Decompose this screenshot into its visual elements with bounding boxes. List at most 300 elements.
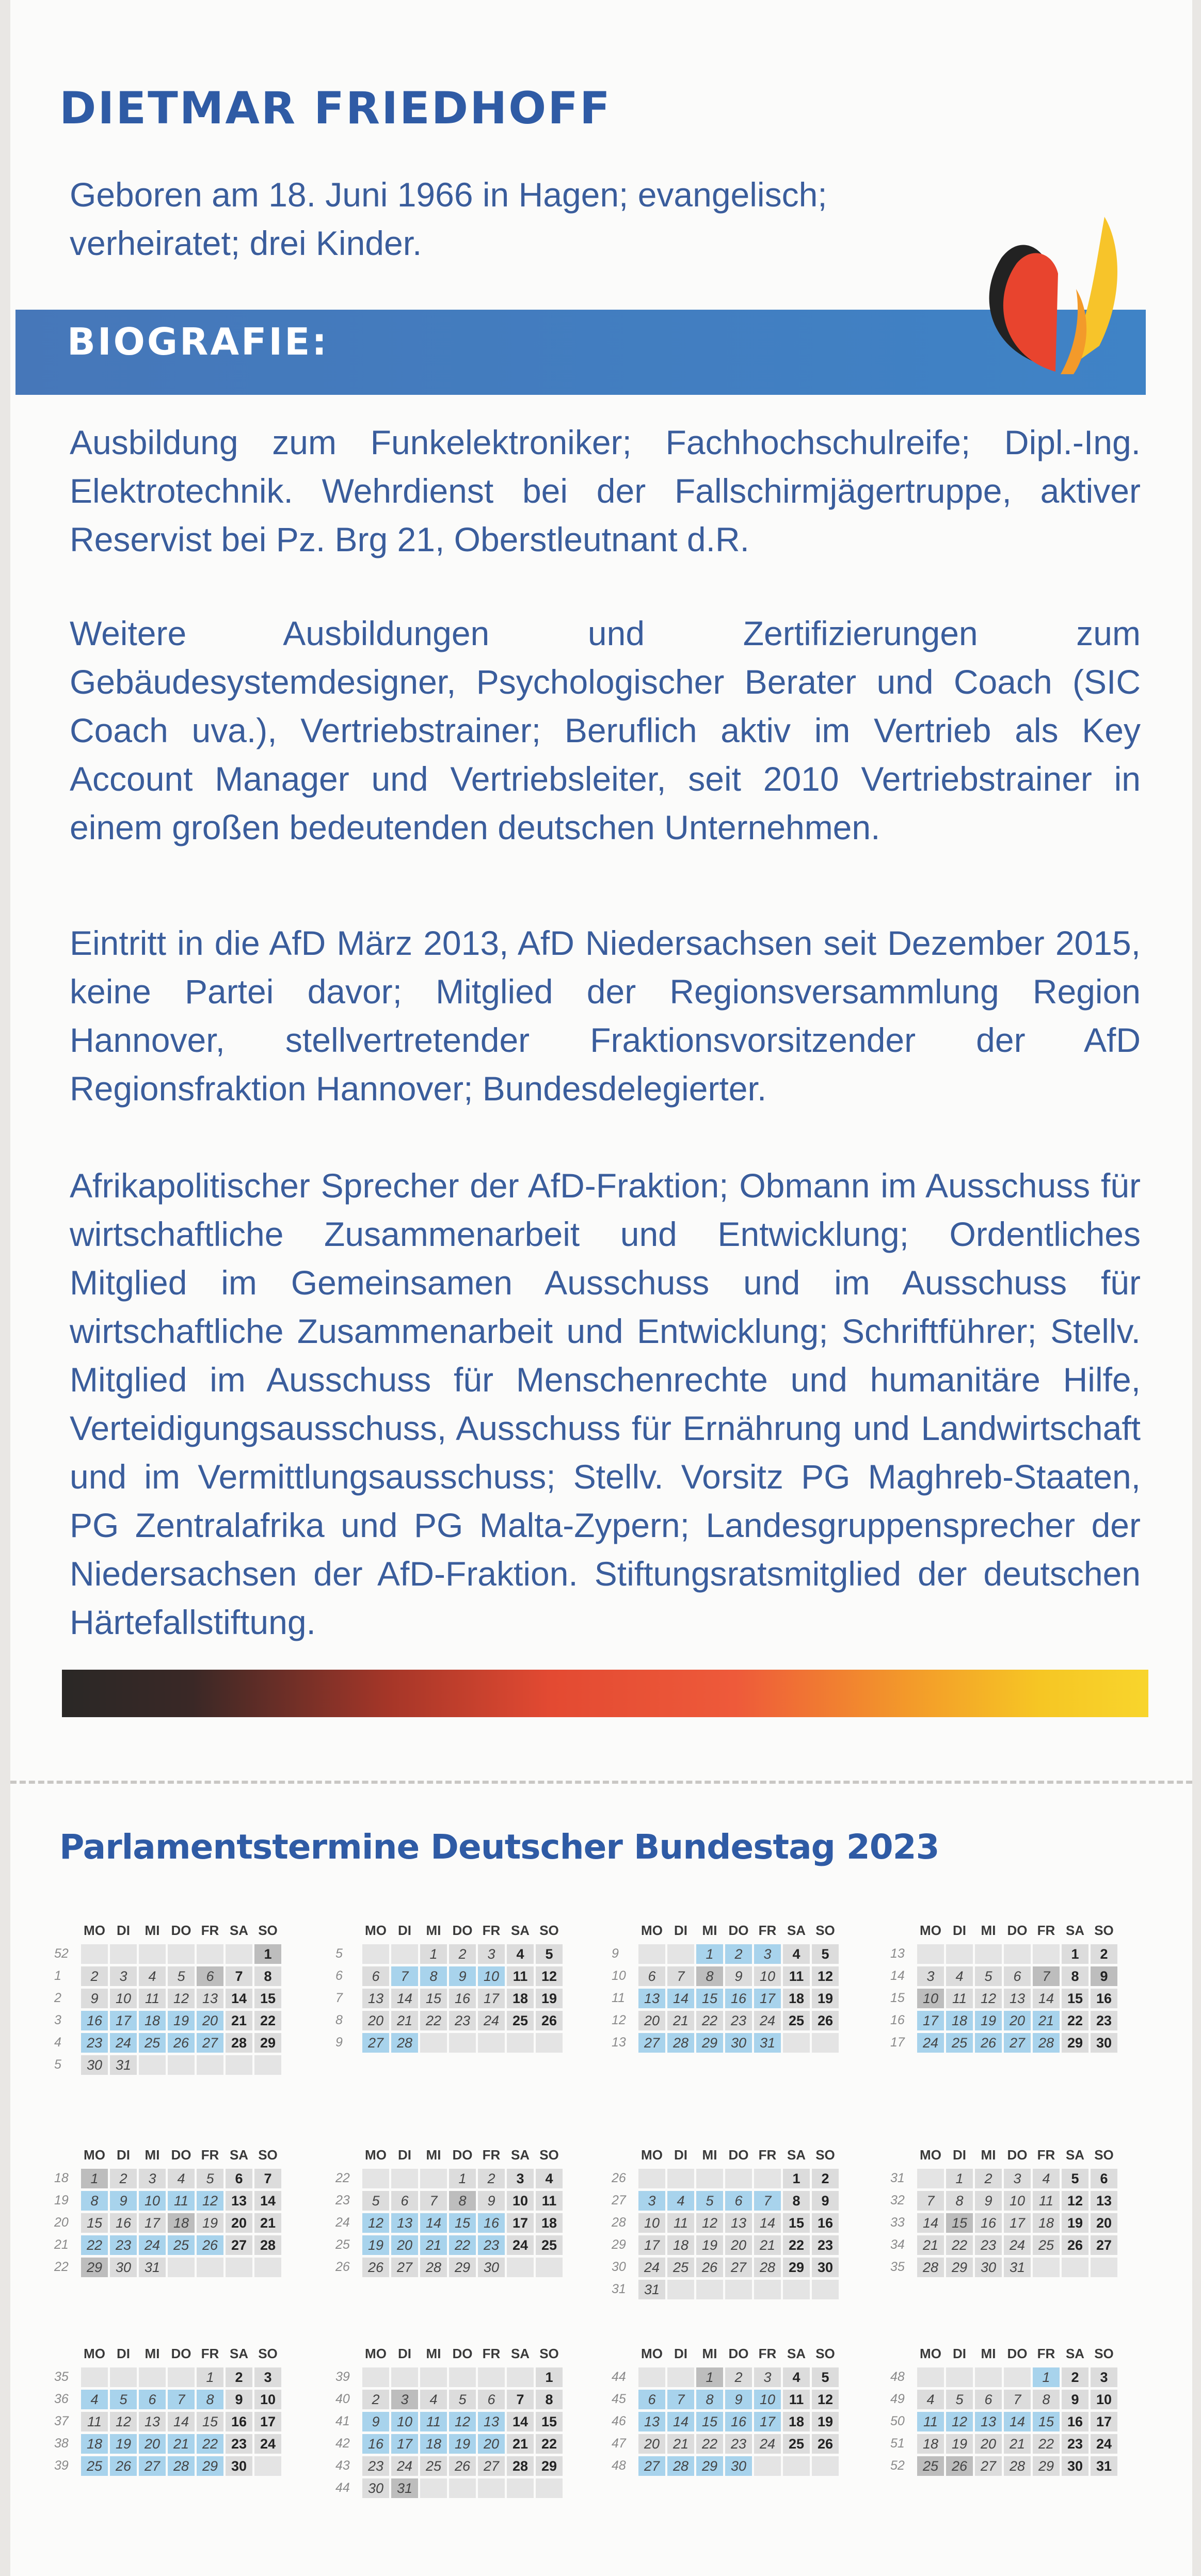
day-cell: 13 <box>139 2412 166 2431</box>
day-cell: 24 <box>754 2434 781 2454</box>
empty-day-cell <box>391 2169 418 2188</box>
day-cell: 14 <box>1004 2412 1031 2431</box>
empty-day-cell <box>226 1944 252 1964</box>
day-cell: 5 <box>812 1944 839 1964</box>
week-number: 22 <box>54 2260 69 2274</box>
day-cell: 18 <box>536 2213 563 2233</box>
empty-day-cell <box>81 2367 108 2387</box>
day-cell: 12 <box>449 2412 476 2431</box>
day-cell: 13 <box>362 1989 389 2008</box>
day-cell: 7 <box>754 2191 781 2211</box>
day-cell: 5 <box>110 2390 137 2409</box>
empty-day-cell <box>139 2367 166 2387</box>
empty-day-cell <box>420 2478 447 2498</box>
week-number: 33 <box>890 2215 905 2230</box>
day-cell: 19 <box>536 1989 563 2008</box>
weekday-header: SO <box>539 2147 559 2163</box>
day-cell: 6 <box>725 2191 752 2211</box>
weekday-header: DO <box>728 1923 749 1938</box>
day-cell: 5 <box>975 1966 1002 1986</box>
day-cell: 21 <box>226 2011 252 2030</box>
day-cell: 2 <box>975 2169 1002 2188</box>
day-cell: 21 <box>1033 2011 1060 2030</box>
empty-day-cell <box>754 2456 781 2476</box>
day-cell: 26 <box>696 2258 723 2277</box>
day-cell: 8 <box>536 2390 563 2409</box>
week-number: 49 <box>890 2392 905 2406</box>
day-cell: 12 <box>197 2191 223 2211</box>
week-number: 38 <box>54 2436 69 2451</box>
day-cell: 10 <box>1004 2191 1031 2211</box>
empty-day-cell <box>946 1944 973 1964</box>
weekday-header: DO <box>171 2147 191 2163</box>
weekday-header: DO <box>1007 1923 1028 1938</box>
day-cell: 12 <box>168 1989 195 2008</box>
day-cell: 17 <box>391 2434 418 2454</box>
day-cell: 13 <box>478 2412 505 2431</box>
day-cell: 26 <box>946 2456 973 2476</box>
weekday-header: DI <box>117 2147 130 2163</box>
day-cell: 6 <box>478 2390 505 2409</box>
week-number: 40 <box>335 2392 350 2406</box>
day-cell: 12 <box>946 2412 973 2431</box>
empty-day-cell <box>420 2033 447 2053</box>
empty-day-cell <box>1062 2258 1088 2277</box>
day-cell: 29 <box>1033 2456 1060 2476</box>
bio-paragraph-3: Eintritt in die AfD März 2013, AfD Niedersachsen seit Dezember 2015, keine Partei davor; Mitglied der Regionsversammlung Region Hannover, stellvertretender Fraktionsvorsitzender der AfD Regionsfraktion Hannover; Bundesdelegierter. <box>70 924 1141 1108</box>
week-number: 31 <box>890 2171 905 2185</box>
day-cell: 10 <box>254 2390 281 2409</box>
day-cell: 4 <box>81 2390 108 2409</box>
weekday-header: FR <box>1037 2346 1055 2361</box>
weekday-header: MO <box>84 2346 105 2361</box>
day-cell: 29 <box>946 2258 973 2277</box>
weekday-header: MO <box>920 2147 941 2163</box>
weekday-header: SO <box>1094 1923 1114 1938</box>
empty-day-cell <box>783 2456 810 2476</box>
day-cell: 15 <box>449 2213 476 2233</box>
empty-day-cell <box>917 2367 944 2387</box>
weekday-header: MI <box>702 2147 717 2163</box>
day-cell: 20 <box>226 2213 252 2233</box>
day-cell: 11 <box>168 2191 195 2211</box>
weekday-header: DO <box>171 2346 191 2361</box>
day-cell: 2 <box>725 2367 752 2387</box>
weekday-header: FR <box>201 2147 219 2163</box>
weekday-header: SO <box>258 1923 278 1938</box>
empty-day-cell <box>725 2280 752 2299</box>
day-cell: 18 <box>783 2412 810 2431</box>
weekday-header: SA <box>229 1923 249 1938</box>
day-cell: 19 <box>1062 2213 1088 2233</box>
day-cell: 30 <box>1091 2033 1117 2053</box>
day-cell: 6 <box>197 1966 223 1986</box>
empty-day-cell <box>638 1944 665 1964</box>
day-cell: 1 <box>536 2367 563 2387</box>
day-cell: 30 <box>478 2258 505 2277</box>
day-cell: 6 <box>226 2169 252 2188</box>
weekday-header: FR <box>758 1923 777 1938</box>
weekday-header: SO <box>258 2147 278 2163</box>
day-cell: 15 <box>197 2412 223 2431</box>
day-cell: 27 <box>139 2456 166 2476</box>
day-cell: 20 <box>1091 2213 1117 2233</box>
empty-day-cell <box>975 1944 1002 1964</box>
day-cell: 11 <box>783 2390 810 2409</box>
day-cell: 25 <box>139 2033 166 2053</box>
day-cell: 3 <box>139 2169 166 2188</box>
day-cell: 20 <box>197 2011 223 2030</box>
weekday-header: MI <box>426 1923 441 1938</box>
week-number: 7 <box>335 1991 343 2005</box>
day-cell: 22 <box>420 2011 447 2030</box>
day-cell: 19 <box>812 1989 839 2008</box>
day-cell: 24 <box>1091 2434 1117 2454</box>
day-cell: 24 <box>754 2011 781 2030</box>
weekday-header: SA <box>1065 1923 1085 1938</box>
day-cell: 29 <box>783 2258 810 2277</box>
day-cell: 4 <box>420 2390 447 2409</box>
week-number: 5 <box>335 1946 343 1961</box>
week-number: 51 <box>890 2436 905 2451</box>
empty-day-cell <box>536 2033 563 2053</box>
day-cell: 29 <box>1062 2033 1088 2053</box>
day-cell: 7 <box>391 1966 418 1986</box>
day-cell: 20 <box>362 2011 389 2030</box>
empty-day-cell <box>197 2258 223 2277</box>
day-cell: 26 <box>449 2456 476 2476</box>
empty-day-cell <box>917 2169 944 2188</box>
day-cell: 4 <box>168 2169 195 2188</box>
day-cell: 15 <box>696 1989 723 2008</box>
week-number: 22 <box>335 2171 350 2185</box>
day-cell: 22 <box>197 2434 223 2454</box>
day-cell: 21 <box>667 2434 694 2454</box>
day-cell: 17 <box>507 2213 534 2233</box>
day-cell: 15 <box>1062 1989 1088 2008</box>
day-cell: 24 <box>478 2011 505 2030</box>
empty-day-cell <box>478 2478 505 2498</box>
day-cell: 15 <box>946 2213 973 2233</box>
day-cell: 25 <box>946 2033 973 2053</box>
empty-day-cell <box>667 2367 694 2387</box>
day-cell: 16 <box>1091 1989 1117 2008</box>
day-cell: 28 <box>917 2258 944 2277</box>
empty-day-cell <box>254 2456 281 2476</box>
weekday-header: SA <box>787 2147 806 2163</box>
day-cell: 25 <box>536 2235 563 2255</box>
day-cell: 3 <box>917 1966 944 1986</box>
empty-day-cell <box>783 2280 810 2299</box>
day-cell: 17 <box>139 2213 166 2233</box>
weekday-header: DI <box>398 2147 411 2163</box>
day-cell: 19 <box>168 2011 195 2030</box>
weekday-header: MO <box>365 2147 387 2163</box>
day-cell: 20 <box>725 2235 752 2255</box>
day-cell: 28 <box>254 2235 281 2255</box>
day-cell: 30 <box>81 2055 108 2075</box>
day-cell: 8 <box>254 1966 281 1986</box>
day-cell: 5 <box>362 2191 389 2211</box>
day-cell: 10 <box>638 2213 665 2233</box>
weekday-header: MI <box>702 2346 717 2361</box>
day-cell: 31 <box>139 2258 166 2277</box>
empty-day-cell <box>197 2055 223 2075</box>
day-cell: 28 <box>226 2033 252 2053</box>
week-number: 25 <box>335 2237 350 2252</box>
week-number: 37 <box>54 2414 69 2428</box>
day-cell: 8 <box>696 2390 723 2409</box>
bio-paragraph-4: Afrikapolitischer Sprecher der AfD-Fraktion; Obmann im Ausschuss für wirtschaftliche Zusammenarbeit und Entwicklung; Ordentliches Mitglied im Gemeinsamen Ausschuss und im Ausschuss für wirtschaftliche Zusammenarbeit und Entwicklung; Schriftführer; Stellv. Mitglied im Ausschuss für Menschenrechte und humanitäre Hilfe, Verteidigungsausschuss, Ausschuss für Ernährung und Landwirtschaft und im Vermittlungsausschuss; Stellv. Vorsitz PG Maghreb-Staaten, PG Zentralafrika und PG Malta-Zypern; Landesgruppensprecher der Niedersachsen der AfD-Fraktion. Stiftungsratsmitglied der deutschen Härtefallstiftung. <box>70 1166 1141 1641</box>
week-number: 44 <box>612 2370 626 2384</box>
day-cell: 12 <box>362 2213 389 2233</box>
weekday-header: MO <box>641 2346 663 2361</box>
day-cell: 26 <box>1062 2235 1088 2255</box>
day-cell: 30 <box>362 2478 389 2498</box>
weekday-header: MI <box>981 2346 996 2361</box>
day-cell: 13 <box>638 2412 665 2431</box>
day-cell: 3 <box>754 1944 781 1964</box>
week-number: 52 <box>54 1946 69 1961</box>
day-cell: 9 <box>81 1989 108 2008</box>
weekday-header: MI <box>702 1923 717 1938</box>
day-cell: 18 <box>420 2434 447 2454</box>
day-cell: 23 <box>1091 2011 1117 2030</box>
birth-info <box>70 170 947 267</box>
weekday-header: FR <box>482 1923 501 1938</box>
day-cell: 19 <box>449 2434 476 2454</box>
day-cell: 28 <box>1033 2033 1060 2053</box>
day-cell: 3 <box>110 1966 137 1986</box>
week-number: 47 <box>612 2436 626 2451</box>
week-number: 26 <box>612 2171 626 2185</box>
day-cell: 28 <box>391 2033 418 2053</box>
week-number: 41 <box>335 2414 350 2428</box>
day-cell: 14 <box>420 2213 447 2233</box>
weekday-header: FR <box>482 2147 501 2163</box>
day-cell: 15 <box>536 2412 563 2431</box>
week-number: 20 <box>54 2215 69 2230</box>
day-cell: 4 <box>667 2191 694 2211</box>
day-cell: 16 <box>226 2412 252 2431</box>
weekday-header: MI <box>426 2346 441 2361</box>
day-cell: 4 <box>1033 2169 1060 2188</box>
empty-day-cell <box>507 2258 534 2277</box>
day-cell: 12 <box>975 1989 1002 2008</box>
weekday-header: DI <box>117 2346 130 2361</box>
day-cell: 31 <box>1091 2456 1117 2476</box>
empty-day-cell <box>536 2258 563 2277</box>
day-cell: 22 <box>1033 2434 1060 2454</box>
day-cell: 9 <box>1091 1966 1117 1986</box>
day-cell: 3 <box>638 2191 665 2211</box>
day-cell: 17 <box>1091 2412 1117 2431</box>
empty-day-cell <box>812 2456 839 2476</box>
day-cell: 4 <box>946 1966 973 1986</box>
day-cell: 21 <box>391 2011 418 2030</box>
day-cell: 30 <box>975 2258 1002 2277</box>
week-number: 6 <box>335 1969 343 1983</box>
day-cell: 13 <box>226 2191 252 2211</box>
day-cell: 25 <box>783 2434 810 2454</box>
day-cell: 14 <box>667 1989 694 2008</box>
day-cell: 22 <box>1062 2011 1088 2030</box>
day-cell: 3 <box>254 2367 281 2387</box>
empty-day-cell <box>478 2367 505 2387</box>
day-cell: 6 <box>391 2191 418 2211</box>
day-cell: 9 <box>812 2191 839 2211</box>
empty-day-cell <box>667 1944 694 1964</box>
day-cell: 6 <box>638 1966 665 1986</box>
empty-day-cell <box>391 1944 418 1964</box>
empty-day-cell <box>638 2169 665 2188</box>
day-cell: 25 <box>81 2456 108 2476</box>
week-number: 19 <box>54 2193 69 2207</box>
weekday-header: SA <box>510 1923 530 1938</box>
empty-day-cell <box>1033 2258 1060 2277</box>
empty-day-cell <box>139 2055 166 2075</box>
day-cell: 24 <box>638 2258 665 2277</box>
day-cell: 15 <box>1033 2412 1060 2431</box>
weekday-header: FR <box>201 1923 219 1938</box>
day-cell: 20 <box>975 2434 1002 2454</box>
day-cell: 28 <box>754 2258 781 2277</box>
day-cell: 14 <box>391 1989 418 2008</box>
day-cell: 30 <box>226 2456 252 2476</box>
day-cell: 8 <box>1033 2390 1060 2409</box>
day-cell: 5 <box>812 2367 839 2387</box>
week-number: 35 <box>54 2370 69 2384</box>
weekday-header: MI <box>145 2147 160 2163</box>
day-cell: 20 <box>638 2434 665 2454</box>
week-number: 16 <box>890 2013 905 2027</box>
day-cell: 16 <box>110 2213 137 2233</box>
day-cell: 1 <box>81 2169 108 2188</box>
day-cell: 3 <box>1004 2169 1031 2188</box>
day-cell: 27 <box>197 2033 223 2053</box>
day-cell: 18 <box>667 2235 694 2255</box>
color-stripe <box>62 1670 1148 1717</box>
weekday-header: DO <box>171 1923 191 1938</box>
empty-day-cell <box>783 2033 810 2053</box>
day-cell: 10 <box>754 2390 781 2409</box>
empty-day-cell <box>168 2258 195 2277</box>
day-cell: 1 <box>1062 1944 1088 1964</box>
week-number: 15 <box>890 1991 905 2005</box>
empty-day-cell <box>1004 1944 1031 1964</box>
day-cell: 17 <box>754 1989 781 2008</box>
empty-day-cell <box>254 2055 281 2075</box>
day-cell: 13 <box>725 2213 752 2233</box>
weekday-header: DI <box>953 2147 966 2163</box>
day-cell: 23 <box>1062 2434 1088 2454</box>
weekday-header: MO <box>920 1923 941 1938</box>
empty-day-cell <box>81 1944 108 1964</box>
day-cell: 4 <box>507 1944 534 1964</box>
weekday-header: SO <box>1094 2147 1114 2163</box>
day-cell: 14 <box>917 2213 944 2233</box>
day-cell: 30 <box>1062 2456 1088 2476</box>
day-cell: 28 <box>667 2033 694 2053</box>
birth-info-line2: verheiratet; drei Kinder. <box>70 224 422 262</box>
week-number: 48 <box>890 2370 905 2384</box>
week-number: 10 <box>612 1969 626 1983</box>
day-cell: 23 <box>725 2011 752 2030</box>
empty-day-cell <box>362 2367 389 2387</box>
day-cell: 27 <box>226 2235 252 2255</box>
day-cell: 31 <box>638 2280 665 2299</box>
day-cell: 16 <box>975 2213 1002 2233</box>
day-cell: 29 <box>254 2033 281 2053</box>
day-cell: 7 <box>1004 2390 1031 2409</box>
empty-day-cell <box>449 2033 476 2053</box>
day-cell: 6 <box>362 1966 389 1986</box>
day-cell: 16 <box>478 2213 505 2233</box>
weekday-header: MO <box>365 2346 387 2361</box>
party-logo-icon <box>970 196 1125 382</box>
day-cell: 16 <box>725 1989 752 2008</box>
week-number: 39 <box>335 2370 350 2384</box>
day-cell: 2 <box>812 2169 839 2188</box>
weekday-header: MO <box>365 1923 387 1938</box>
week-number: 48 <box>612 2458 626 2473</box>
day-cell: 24 <box>391 2456 418 2476</box>
day-cell: 26 <box>536 2011 563 2030</box>
day-cell: 7 <box>420 2191 447 2211</box>
weekday-header: SA <box>1065 2147 1085 2163</box>
day-cell: 26 <box>975 2033 1002 2053</box>
empty-day-cell <box>536 2478 563 2498</box>
day-cell: 31 <box>754 2033 781 2053</box>
day-cell: 25 <box>507 2011 534 2030</box>
weekday-header: MO <box>84 1923 105 1938</box>
weekday-header: MO <box>84 2147 105 2163</box>
week-number: 14 <box>890 1969 905 1983</box>
day-cell: 25 <box>667 2258 694 2277</box>
weekday-header: DO <box>1007 2346 1028 2361</box>
empty-day-cell <box>449 2478 476 2498</box>
day-cell: 29 <box>536 2456 563 2476</box>
empty-day-cell <box>168 2367 195 2387</box>
day-cell: 5 <box>449 2390 476 2409</box>
day-cell: 14 <box>754 2213 781 2233</box>
weekday-header: DI <box>953 2346 966 2361</box>
day-cell: 26 <box>110 2456 137 2476</box>
day-cell: 26 <box>812 2434 839 2454</box>
weekday-header: DO <box>452 2147 473 2163</box>
week-number: 35 <box>890 2260 905 2274</box>
day-cell: 15 <box>783 2213 810 2233</box>
empty-day-cell <box>391 2367 418 2387</box>
week-number: 18 <box>54 2171 69 2185</box>
weekday-header: SO <box>1094 2346 1114 2361</box>
weekday-header: SA <box>229 2346 249 2361</box>
week-number: 32 <box>890 2193 905 2207</box>
day-cell: 13 <box>638 1989 665 2008</box>
day-cell: 24 <box>917 2033 944 2053</box>
empty-day-cell <box>812 2280 839 2299</box>
day-cell: 31 <box>391 2478 418 2498</box>
day-cell: 4 <box>139 1966 166 1986</box>
day-cell: 8 <box>420 1966 447 1986</box>
day-cell: 18 <box>946 2011 973 2030</box>
weekday-header: MI <box>426 2147 441 2163</box>
day-cell: 9 <box>975 2191 1002 2211</box>
day-cell: 2 <box>110 2169 137 2188</box>
calendar-title: Parlamentstermine Deutscher Bundestag 2023 <box>59 1827 939 1867</box>
weekday-header: FR <box>758 2147 777 2163</box>
day-cell: 11 <box>139 1989 166 2008</box>
